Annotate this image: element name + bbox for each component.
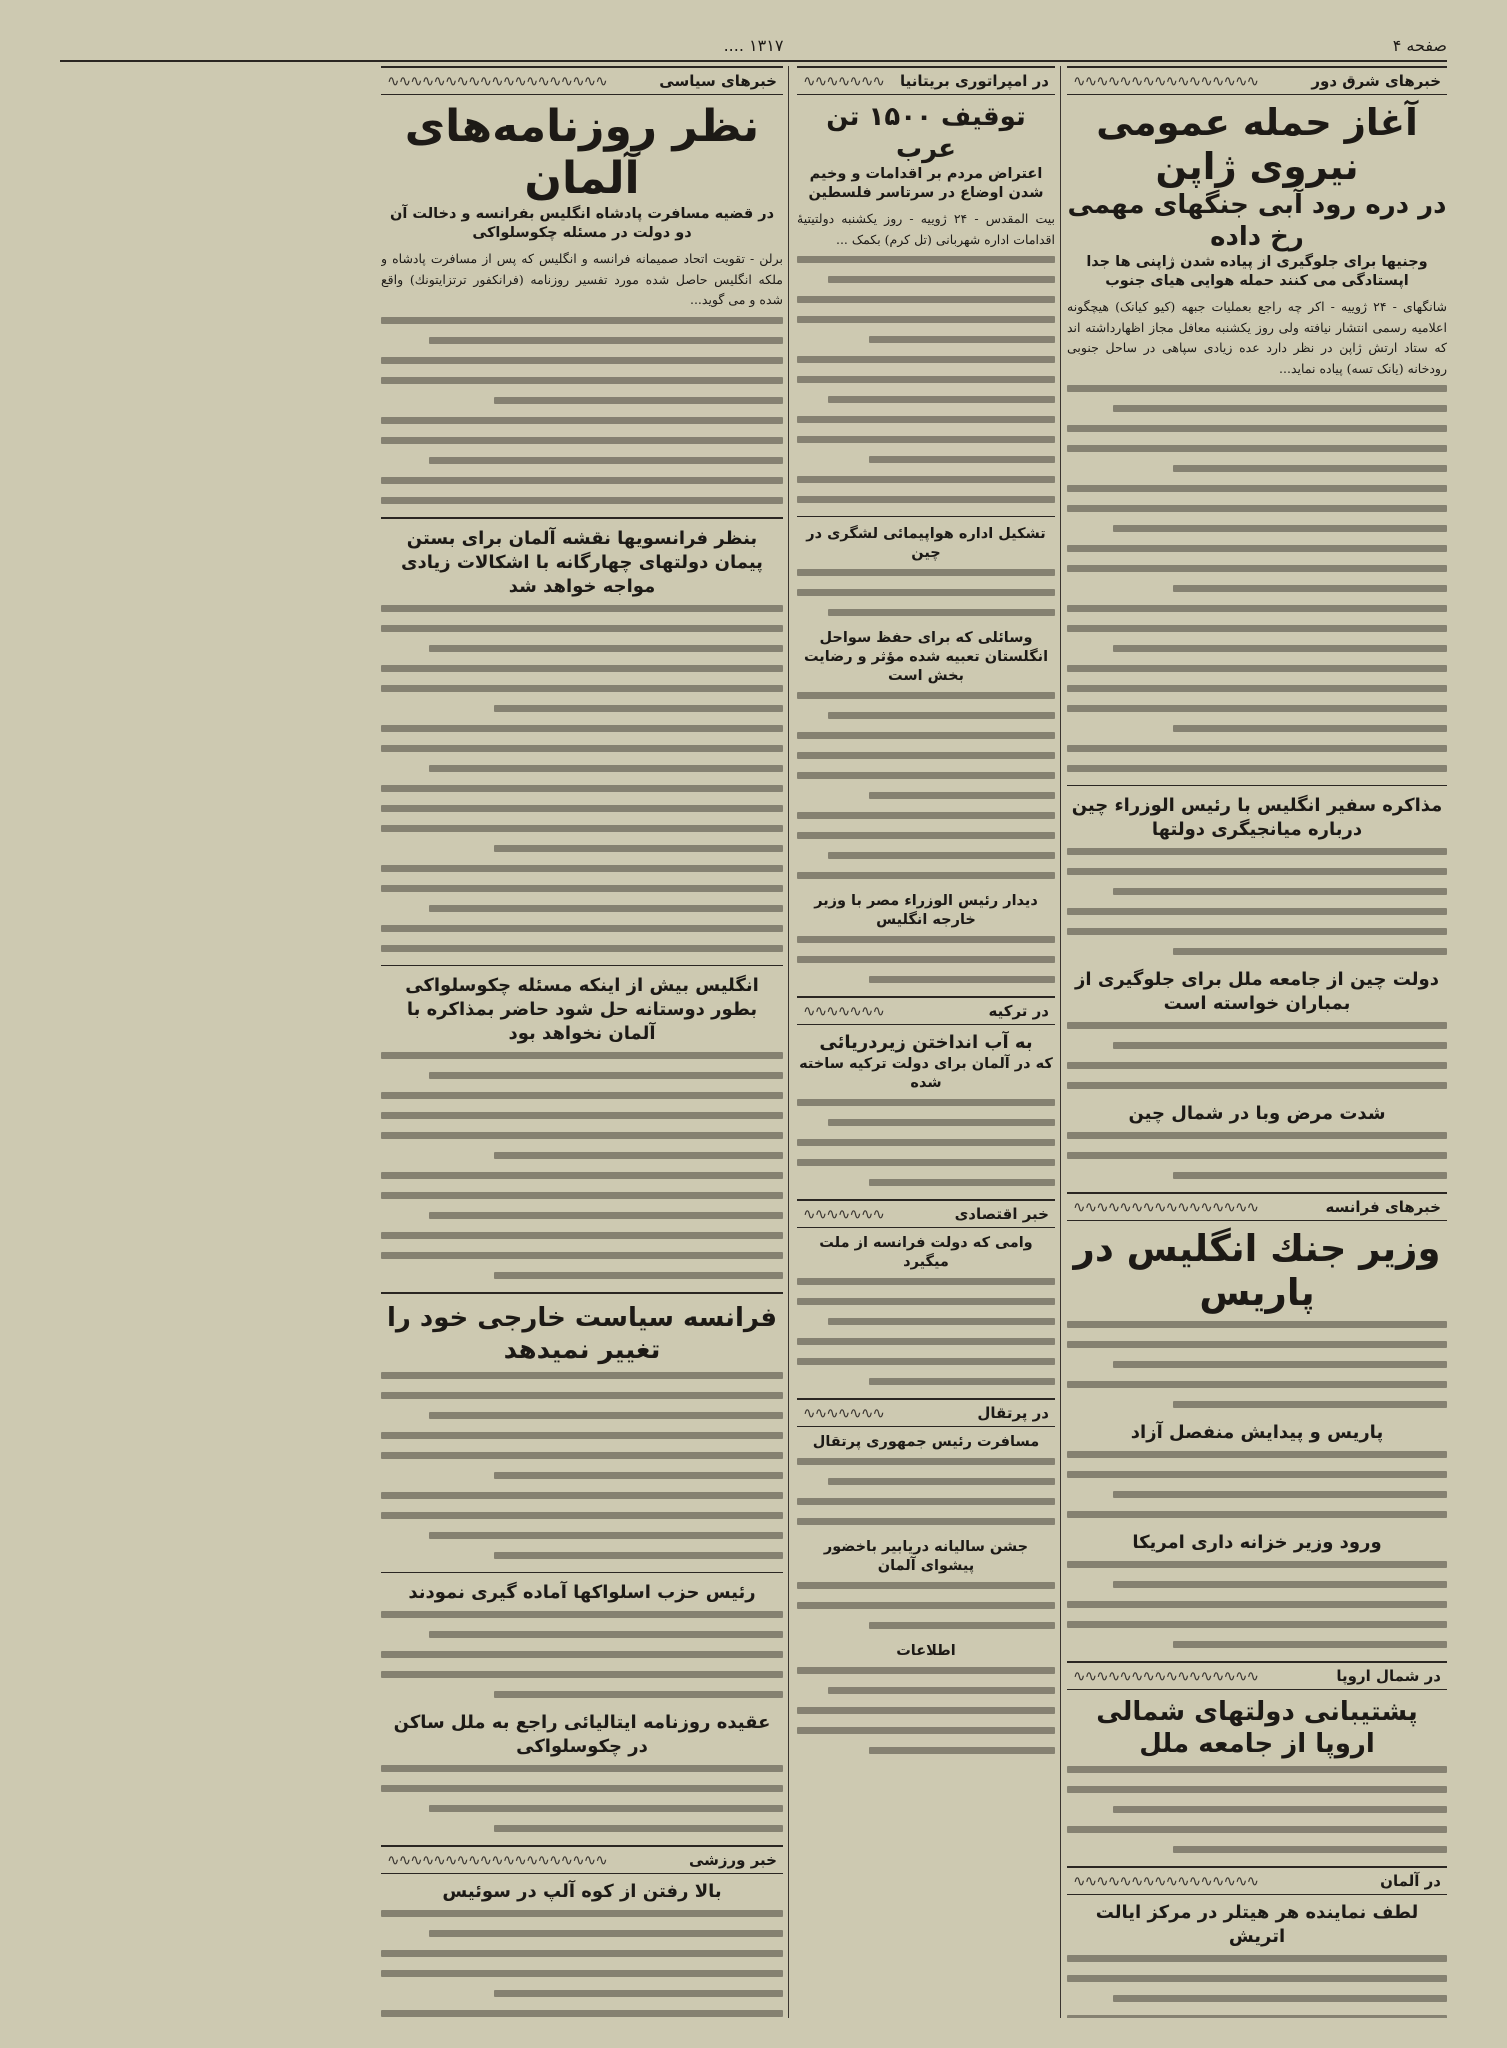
article-body — [381, 605, 783, 952]
article-headline: وزیر جنك انگلیس در پاریس — [1073, 1227, 1441, 1314]
article-body: شانگهای - ۲۴ ژوییه - اکر چه راجع بعملیات جبهه (کیو کیانک) هیچگونه اعلامیه رسمی انتشار نیافته ولی روز یکشنبه معافل مجاز اظهارداشته اند که ستاد ارتش ژاپن در نظر دارد عده زیادی سپاهی در ساحل جنوبی رودخانه (یانک تسه) پیاده نماید... — [1067, 299, 1447, 376]
section-label: خبرهای شرق دور ∿∿∿∿∿∿∿∿∿∿∿∿∿∿∿∿ — [1067, 66, 1447, 95]
lead-deck: وجنیها برای جلوگیری از پیاده شدن ژاپنی ها جدا اپستادگی می کنند حمله هوایی هیای جنوب — [1086, 254, 1428, 289]
article-headline: وامی که دولت فرانسه از ملت میگیرد — [819, 1235, 1033, 1270]
article-headline: عقیده روزنامه ایتالیائی راجع به ملل ساکن در چکوسلواکی — [393, 1711, 771, 1757]
column-british-empire — [797, 66, 1055, 2018]
lead-subhead: در قضیه مسافرت پادشاه انگلیس بفرانسه و دخالت آن دو دولت در مسئله چکوسلواکی — [389, 206, 775, 241]
article-body — [797, 569, 1055, 616]
article-body — [797, 256, 1055, 503]
section-label: خبرهای فرانسه ∿∿∿∿∿∿∿∿∿∿∿∿∿∿∿∿ — [1067, 1192, 1447, 1221]
section-label: در امپراتوری بریتانیا ∿∿∿∿∿∿∿ — [797, 66, 1055, 95]
article-headline: انگلیس بیش از اینکه مسئله چکوسلواکی بطور دوستانه حل شود حاضر بمذاکره با آلمان نخواهد بود — [405, 974, 759, 1044]
section-label: در شمال اروپا ∿∿∿∿∿∿∿∿∿∿∿∿∿∿∿∿ — [1067, 1661, 1447, 1690]
article-headline: وسائلی که برای حفظ سواحل انگلستان تعبیه شده مؤثر و رضایت بخش است — [803, 630, 1049, 684]
article-headline: فرانسه سیاست خارجی خود را تغییر نمیدهد — [386, 1302, 778, 1365]
lead-subhead: در دره رود آبی جنگهای مهمی رخ داده — [1067, 190, 1447, 252]
article-body — [381, 1611, 783, 1698]
article-headline: مسافرت رئیس جمهوری پرتقال — [812, 1434, 1040, 1450]
article-body — [1067, 848, 1447, 955]
article-body — [1067, 1451, 1447, 1518]
article-headline: جشن سالیانه دریابیر باخضور پیشوای آلمان — [823, 1539, 1029, 1574]
column-far-east — [1067, 66, 1447, 2018]
article-body — [797, 1099, 1055, 1186]
masthead — [60, 34, 1447, 62]
article-headline: پاریس و پیدایش منفصل آزاد — [1130, 1422, 1384, 1443]
article-body — [381, 1910, 783, 2017]
lead-subhead: اعتراض مردم بر اقدامات و وخیم شدن اوضاع در سرتاسر فلسطین — [808, 166, 1044, 201]
section-label: اطلاعات — [896, 1643, 956, 1659]
section-label: خبرهای سیاسی ∿∿∿∿∿∿∿∿∿∿∿∿∿∿∿∿∿∿∿ — [381, 66, 783, 95]
article-body — [1067, 1321, 1447, 1408]
column-divider — [1060, 66, 1061, 2018]
section-label: در پرتقال ∿∿∿∿∿∿∿ — [797, 1398, 1055, 1427]
article-body — [797, 936, 1055, 983]
article-headline: پشتیبانی دولتهای شمالی اروپا از جامعه ملل — [1096, 1697, 1418, 1759]
article-body: برلن - تقویت اتحاد صمیمانه فرانسه و انگلیس که پس از مسافرت پادشاه و ملکه انگلیس حاصل شده مورد تفسیر روزنامه (فرانکفور ترتزایتونك) واقع شده و می گوید... — [381, 251, 783, 307]
article-body — [797, 1278, 1055, 1385]
article-headline: بالا رفتن از کوه آلپ در سوئیس — [442, 1880, 722, 1902]
article-headline: تشکیل اداره هواپیمائی لشگری در چین — [806, 526, 1046, 561]
article-body — [1067, 1561, 1447, 1648]
lead-headline: توقیف ۱۵۰۰ تن عرب — [826, 102, 1026, 164]
article-body — [1067, 1766, 1447, 1853]
article-headline: لطف نماینده هر هیتلر در مرکز ایالت اتریش — [1095, 1902, 1419, 1947]
section-label: در آلمان ∿∿∿∿∿∿∿∿∿∿∿∿∿∿∿∿ — [1067, 1866, 1447, 1895]
article-headline: به آب انداختن زیردریائی — [819, 1032, 1033, 1053]
article-body — [1067, 1132, 1447, 1179]
article-headline: شدت مرض وبا در شمال چین — [1128, 1103, 1386, 1124]
article-body — [381, 1052, 783, 1279]
column-divider — [788, 66, 789, 2018]
article-body — [797, 1458, 1055, 1525]
article-headline: بنظر فرانسویها نقشه آلمان برای بستن پیمان دولتهای چهارگانه با اشکالات زیادی مواجه خواهد شد — [401, 527, 763, 597]
article-body — [381, 1372, 783, 1559]
article-body — [1067, 385, 1447, 772]
article-headline: دولت چین از جامعه ملل برای جلوگیری از بمباران خواسته است — [1075, 969, 1439, 1014]
column-political-news — [381, 66, 783, 2018]
article-body — [381, 317, 783, 504]
article-headline: دیدار رئیس الوزراء مصر با وزیر خارجه انگلیس — [814, 893, 1038, 928]
article-body — [1067, 1955, 1447, 2018]
section-label: خبر ورزشی ∿∿∿∿∿∿∿∿∿∿∿∿∿∿∿∿∿∿∿ — [381, 1845, 783, 1874]
date-strip: ۱۳۱۷ .... — [723, 36, 784, 55]
article-body — [1067, 1022, 1447, 1089]
page-number: صفحه ۴ — [1392, 36, 1447, 55]
lead-headline: نظر روزنامه‌های آلمان — [404, 101, 760, 204]
article-body: بیت المقدس - ۲۴ ژوییه - روز یکشنبه دولتیتیهٔ اقدامات اداره شهربانی (تل کرم) بکمک ... — [797, 211, 1055, 247]
article-body — [797, 1667, 1055, 1754]
section-label: در ترکیه ∿∿∿∿∿∿∿ — [797, 996, 1055, 1025]
article-body — [381, 1765, 783, 1832]
article-headline: رئیس حزب اسلواکها آماده گیری نمودند — [408, 1581, 756, 1603]
article-body — [797, 692, 1055, 879]
article-headline: ورود وزیر خزانه داری امریکا — [1132, 1532, 1382, 1553]
section-label: خبر اقتصادی ∿∿∿∿∿∿∿ — [797, 1199, 1055, 1228]
article-body — [797, 1582, 1055, 1629]
lead-headline: آغاز حمله عمومی نیروی ژاپن — [1096, 101, 1418, 188]
article-subhead: که در آلمان برای دولت ترکیه ساخته شده — [799, 1056, 1053, 1091]
article-headline: مذاکره سفیر انگلیس با رئیس الوزراء چین درباره میانجیگری دولتها — [1071, 795, 1443, 840]
